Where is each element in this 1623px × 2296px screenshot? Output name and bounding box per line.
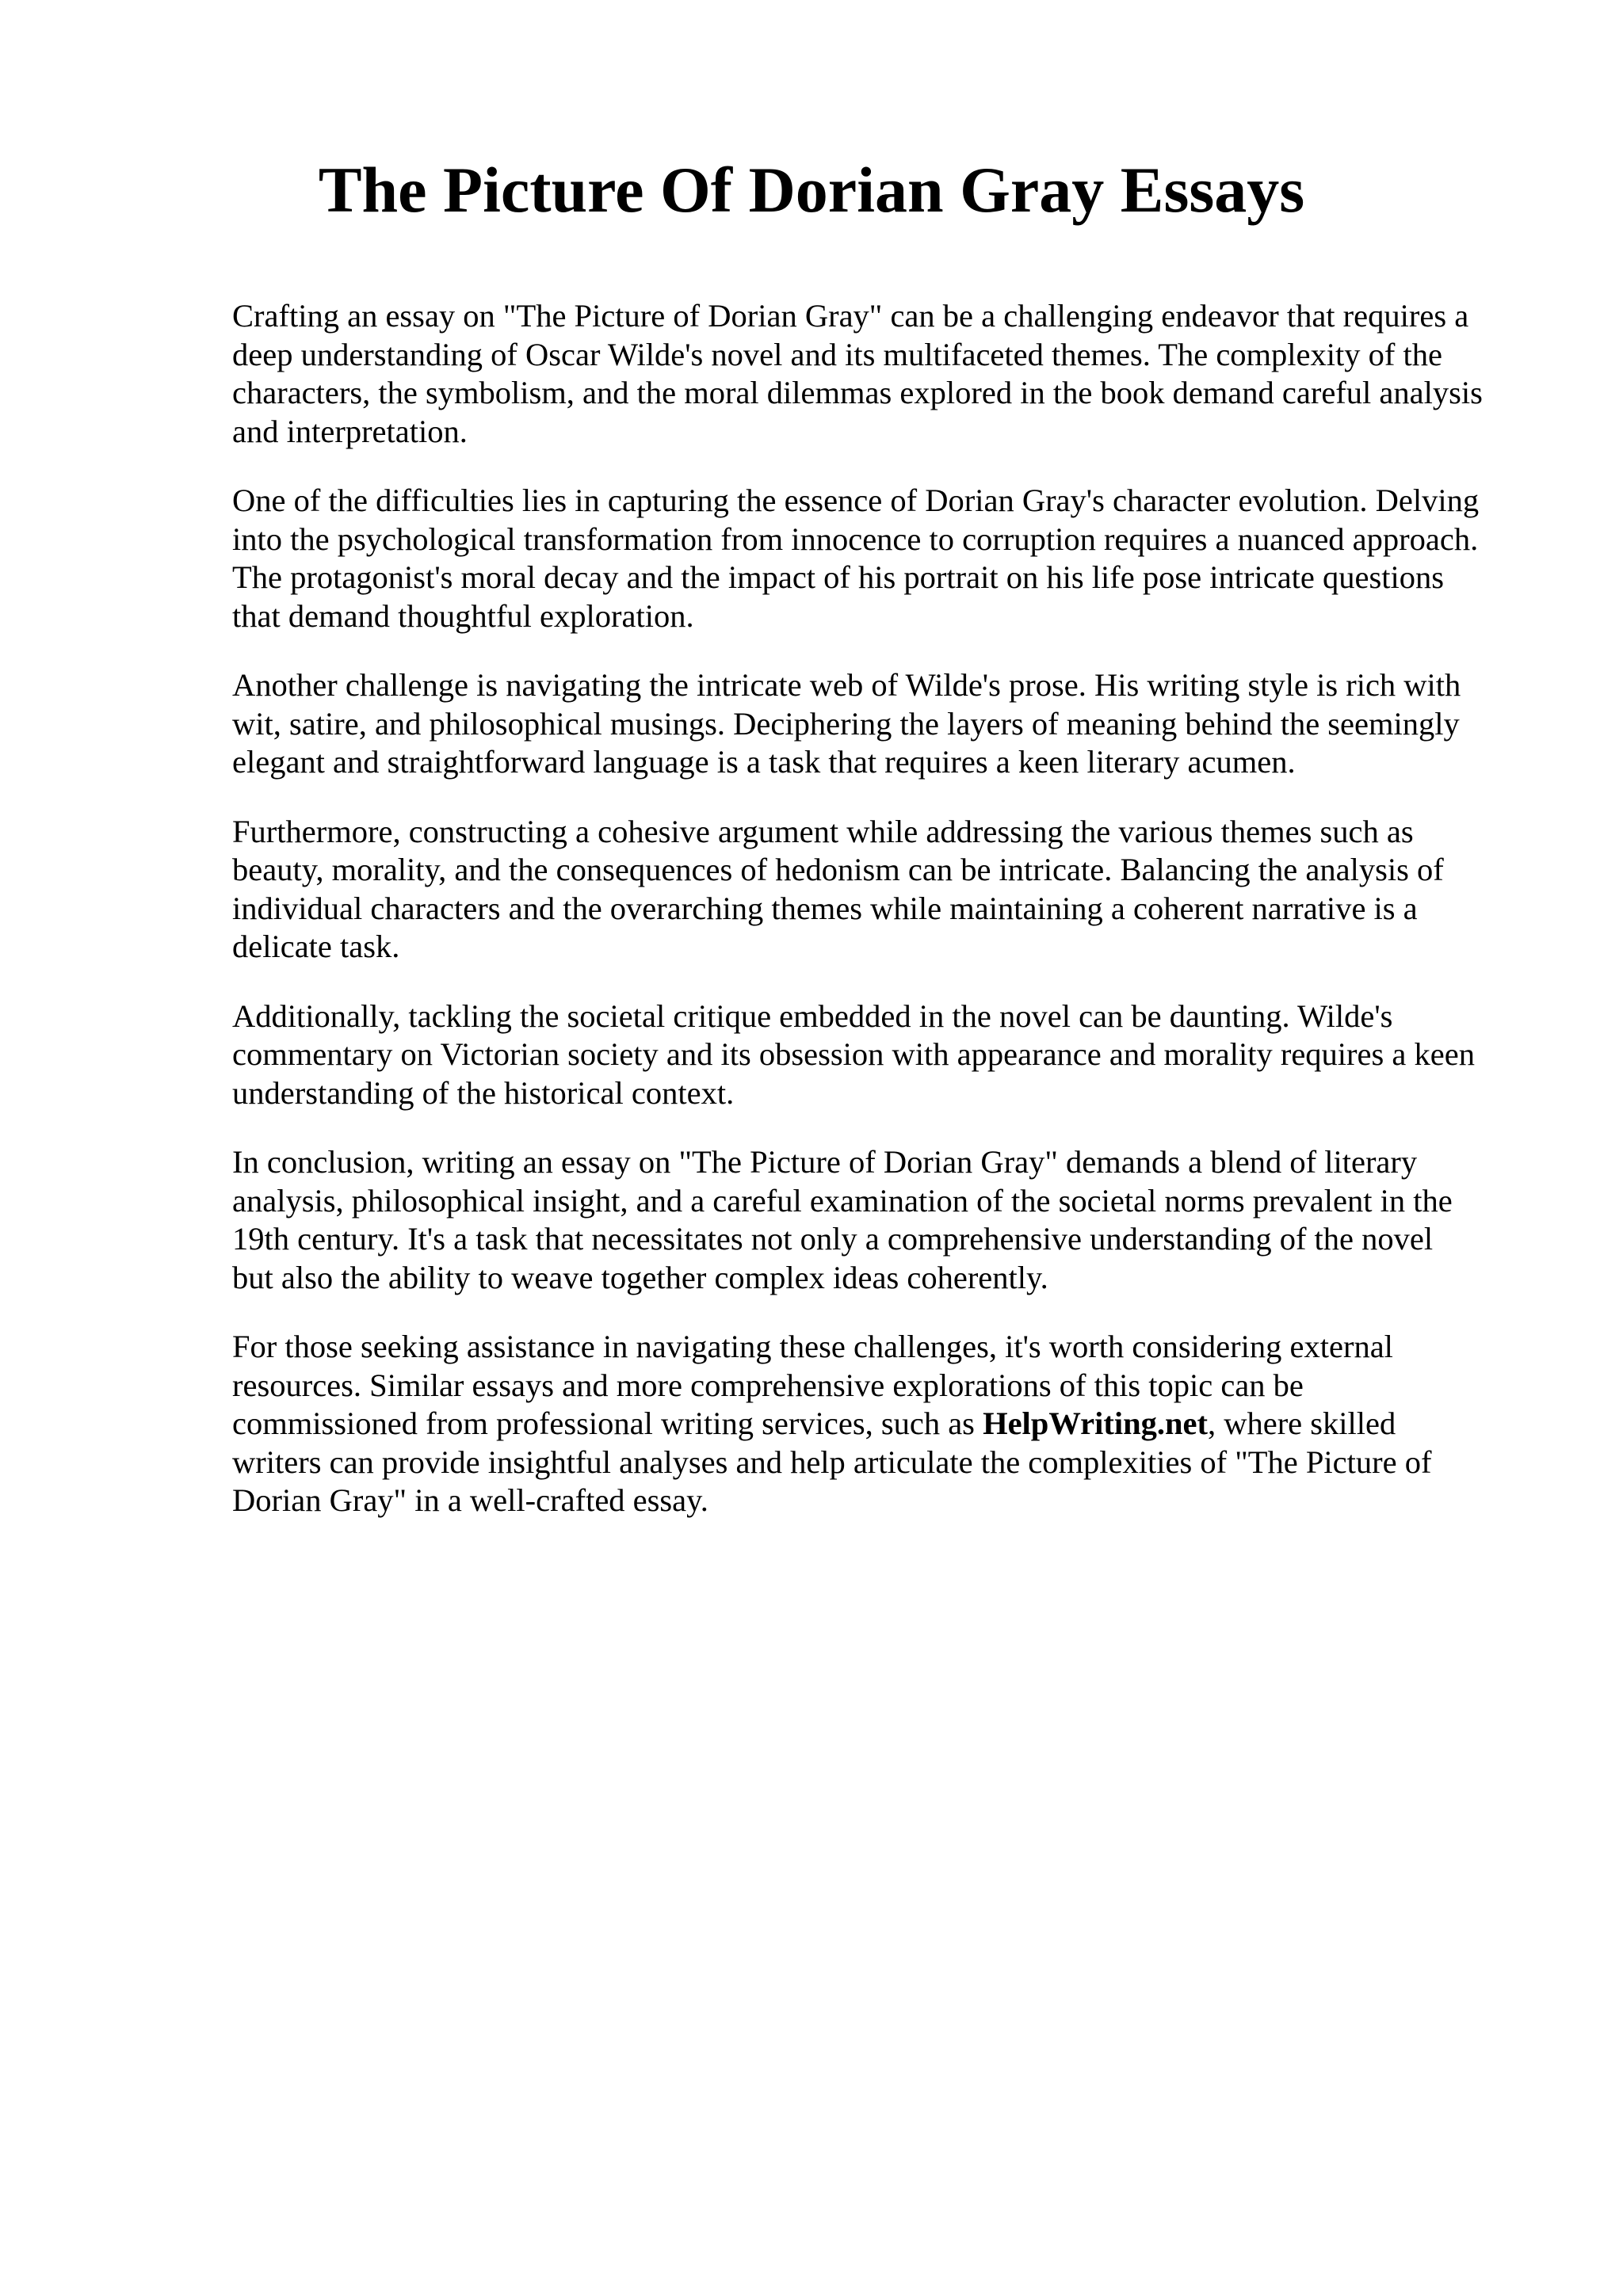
text-line: but also the ability to weave together complex ideas coherently.	[232, 1259, 1048, 1295]
paragraph-7	[232, 1328, 1532, 1520]
text-line: Furthermore, constructing a cohesive argument while addressing the various themes such as	[232, 813, 1414, 849]
text-line: that demand thoughtful exploration.	[232, 597, 694, 634]
text-line: characters, the symbolism, and the moral dilemmas explored in the book demand careful analysis	[232, 375, 1483, 410]
text-line: resources. Similar essays and more comprehensive explorations of this topic can be	[232, 1367, 1304, 1403]
text-line: In conclusion, writing an essay on "The Picture of Dorian Gray" demands a blend of literary	[232, 1144, 1418, 1180]
paragraph-4	[232, 813, 1532, 967]
essay-body	[232, 297, 1532, 1551]
text-line: For those seeking assistance in navigating these challenges, it's worth considering external	[232, 1329, 1393, 1364]
text-line: commentary on Victorian society and its obsession with appearance and morality requires a keen	[232, 1036, 1475, 1072]
text-line-with-link	[232, 1405, 1532, 1444]
text-line: individual characters and the overarching themes while maintaining a coherent narrative is a	[232, 890, 1418, 926]
text-line: writers can provide insightful analyses and help articulate the complexities of "The Picture of	[232, 1444, 1432, 1480]
paragraph-2	[232, 482, 1532, 635]
text-line: Another challenge is navigating the intricate web of Wilde's prose. His writing style is rich with	[232, 667, 1461, 703]
helpwriting-link[interactable]: HelpWriting.net	[983, 1405, 1208, 1441]
text-line: deep understanding of Oscar Wilde's novel and its multifaceted themes. The complexity of the	[232, 336, 1442, 372]
text-segment: , where skilled	[1207, 1405, 1396, 1441]
text-line: delicate task.	[232, 929, 400, 964]
text-line: beauty, morality, and the consequences of hedonism can be intricate. Balancing the analysis of	[232, 852, 1444, 887]
text-segment: commissioned from professional writing services, such as	[232, 1405, 983, 1441]
paragraph-1	[232, 297, 1532, 451]
text-line: One of the difficulties lies in capturing the essence of Dorian Gray's character evolution. Delving	[232, 482, 1480, 518]
text-line: Additionally, tackling the societal critique embedded in the novel can be daunting. Wilde's	[232, 997, 1393, 1034]
paragraph-6	[232, 1143, 1532, 1297]
text-line: into the psychological transformation from innocence to corruption requires a nuanced approach.	[232, 521, 1479, 557]
paragraph-3	[232, 666, 1532, 782]
paragraph-5	[232, 997, 1532, 1113]
text-line: and interpretation.	[232, 413, 468, 449]
text-line: 19th century. It's a task that necessitates not only a comprehensive understanding of the novel	[232, 1221, 1434, 1257]
text-line: analysis, philosophical insight, and a careful examination of the societal norms prevalent in the	[232, 1182, 1453, 1219]
page-title: The Picture Of Dorian Gray Essays	[318, 154, 1305, 226]
text-line: The protagonist's moral decay and the impact of his portrait on his life pose intricate questions	[232, 559, 1445, 595]
text-line: Crafting an essay on "The Picture of Dorian Gray" can be a challenging endeavor that requires a	[232, 298, 1469, 334]
text-line: Dorian Gray" in a well-crafted essay.	[232, 1482, 708, 1518]
text-line: wit, satire, and philosophical musings. Deciphering the layers of meaning behind the seemingly	[232, 705, 1460, 742]
text-line: understanding of the historical context.	[232, 1074, 735, 1111]
text-line: elegant and straightforward language is a task that requires a keen literary acumen.	[232, 744, 1296, 780]
